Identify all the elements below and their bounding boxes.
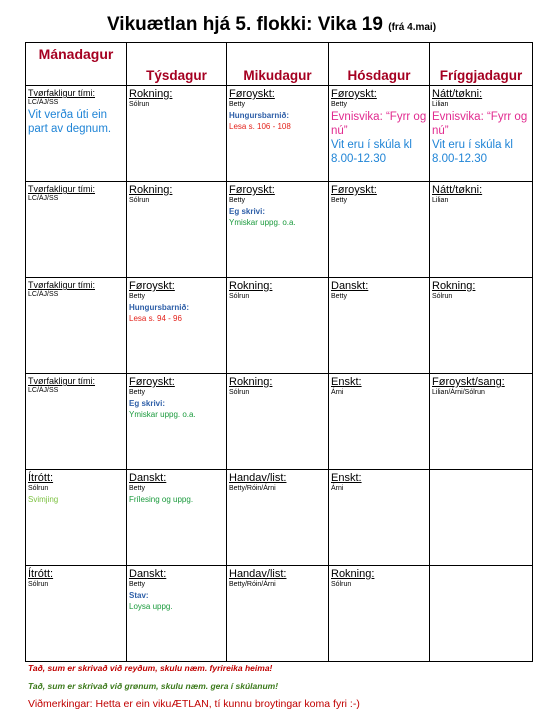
day-header-wednesday: Mikudagur [227,43,329,86]
subject-label: Føroyskt: [129,376,175,388]
cell-note: Evnisvika: “Fyrr og nú” [331,111,427,137]
teacher-label: Sólrun [129,101,150,108]
teacher-label: Betty [129,581,145,588]
subject-label: Rokning: [229,376,273,388]
day-header-monday: Mánadagur [26,43,127,86]
week-schedule-table [25,42,533,662]
cell-note: Hungursbarnið: [129,303,189,312]
cell-note: Ymiskar uppg. o.a. [229,218,296,227]
teacher-label: Sólrun [28,485,49,492]
schedule-cell [127,566,227,662]
schedule-cell [127,182,227,278]
teacher-label: Betty [129,293,145,300]
subject-label: Rokning: [229,280,273,292]
schedule-cell [127,374,227,470]
subject-label: Rokning: [331,568,375,580]
teacher-label: Betty [331,101,347,108]
teacher-label: Betty/Róin/Árni [229,485,276,492]
schedule-cell [329,278,430,374]
schedule-cell [329,470,430,566]
cell-note: Vit eru í skúla kl 8.00-12.30 [331,139,412,165]
cell-note: Eg skrivi: [129,399,166,408]
cell-note: Eg skrivi: [229,207,266,216]
cell-note: Lesa s. 106 - 108 [229,122,291,131]
schedule-body [26,86,533,662]
subject-label: Føroyskt: [229,184,275,196]
teacher-label: Betty [229,197,245,204]
title-date-note: (frá 4.mai) [388,22,437,33]
title-main: Vikuætlan hjá 5. flokki: Vika 19 [106,14,383,35]
subject-label: Rokning: [129,184,173,196]
schedule-cell [329,86,430,182]
schedule-cell [26,374,127,470]
schedule-cell [430,374,533,470]
teacher-label: LC/ÁJ/SS [28,291,59,298]
subject-label: Ítrótt: [28,568,54,580]
teacher-label: Betty/Róin/Árni [229,581,276,588]
subject-label: Danskt: [129,472,167,484]
cell-note: Evnisvika: “Fyrr og nú” [432,111,528,137]
schedule-cell [227,278,329,374]
teacher-label: LC/ÁJ/SS [28,99,59,106]
subject-label: Nátt/tøkni: [432,184,483,196]
teacher-label: Sólrun [129,197,150,204]
subject-label: Føroyskt: [229,88,275,100]
schedule-cell [430,278,533,374]
teacher-label: Lilian [432,197,449,204]
schedule-cell [227,86,329,182]
cell-note: Loysa uppg. [129,602,173,611]
cell-note: Lesa s. 94 - 96 [129,314,182,323]
subject-label: Danskt: [129,568,167,580]
schedule-cell [227,182,329,278]
schedule-row [26,470,533,566]
teacher-label: Sólrun [432,293,453,300]
subject-label: Danskt: [331,280,369,292]
schedule-row [26,374,533,470]
schedule-cell [26,86,127,182]
schedule-cell [227,374,329,470]
teacher-label: LC/ÁJ/SS [28,195,59,202]
teacher-label: Lilian [432,101,449,108]
subject-label: Tvørfakligur tími: [28,280,96,290]
subject-label: Føroyskt: [129,280,175,292]
teacher-label: Lilian/Árni/Sólrun [432,389,485,396]
schedule-cell [26,566,127,662]
subject-label: Ítrótt: [28,472,54,484]
day-header-friday: Fríggjadagur [430,43,533,86]
teacher-label: Árni [331,389,344,396]
schedule-cell [329,374,430,470]
schedule-cell [127,470,227,566]
cell-note: Ymiskar uppg. o.a. [129,410,196,419]
subject-label: Tvørfakligur tími: [28,376,96,386]
teacher-label: LC/ÁJ/SS [28,387,59,394]
schedule-row [26,182,533,278]
teacher-label: Betty [229,101,245,108]
subject-label: Føroyskt/sang: [432,376,505,388]
schedule-row [26,566,533,662]
subject-label: Handav/list: [229,568,287,580]
note-red-homework: Tað, sum er skrivað við reyðum, skulu næm. fyrireika heima! [28,663,273,673]
cell-note: Vit verða úti ein part av degnum. [28,109,112,135]
schedule-cell [430,182,533,278]
schedule-cell [329,566,430,662]
cell-note: Vit eru í skúla kl 8.00-12.30 [432,139,513,165]
schedule-cell [26,278,127,374]
teacher-label: Betty [129,485,145,492]
cell-note: Svimjing [28,495,59,504]
schedule-cell [430,566,533,662]
schedule-cell [26,182,127,278]
subject-label: Handav/list: [229,472,287,484]
teacher-label: Betty [331,293,347,300]
cell-note: Hungursbarnið: [229,111,289,120]
schedule-cell [227,566,329,662]
schedule-row [26,86,533,182]
teacher-label: Sólrun [229,389,250,396]
teacher-label: Árni [331,485,344,492]
day-header-tuesday: Týsdagur [127,43,227,86]
schedule-cell [26,470,127,566]
subject-label: Rokning: [129,88,173,100]
schedule-cell [227,470,329,566]
teacher-label: Betty [331,197,347,204]
subject-label: Føroyskt: [331,184,377,196]
subject-label: Tvørfakligur tími: [28,184,96,194]
teacher-label: Betty [129,389,145,396]
schedule-cell [329,182,430,278]
schedule-cell [127,86,227,182]
page-title [0,14,543,36]
teacher-label: Sólrun [28,581,49,588]
subject-label: Føroyskt: [331,88,377,100]
note-remark: Viðmerkingar: Hetta er ein vikuÆTLAN, tí kunnu broytingar koma fyri :-) [28,698,360,710]
subject-label: Enskt: [331,376,362,388]
schedule-cell [127,278,227,374]
note-green-classwork: Tað, sum er skrivað við grønum, skulu næm. gera í skúlanum! [28,681,279,691]
teacher-label: Sólrun [229,293,250,300]
cell-note: Frílesing og uppg. [129,495,194,504]
subject-label: Nátt/tøkni: [432,88,483,100]
subject-label: Enskt: [331,472,362,484]
schedule-cell [430,86,533,182]
subject-label: Rokning: [432,280,476,292]
cell-note: Stav: [129,591,149,600]
day-header-thursday: Hósdagur [329,43,430,86]
day-header-row [26,43,533,86]
schedule-cell [430,470,533,566]
subject-label: Tvørfakligur tími: [28,88,96,98]
schedule-row [26,278,533,374]
teacher-label: Sólrun [331,581,352,588]
